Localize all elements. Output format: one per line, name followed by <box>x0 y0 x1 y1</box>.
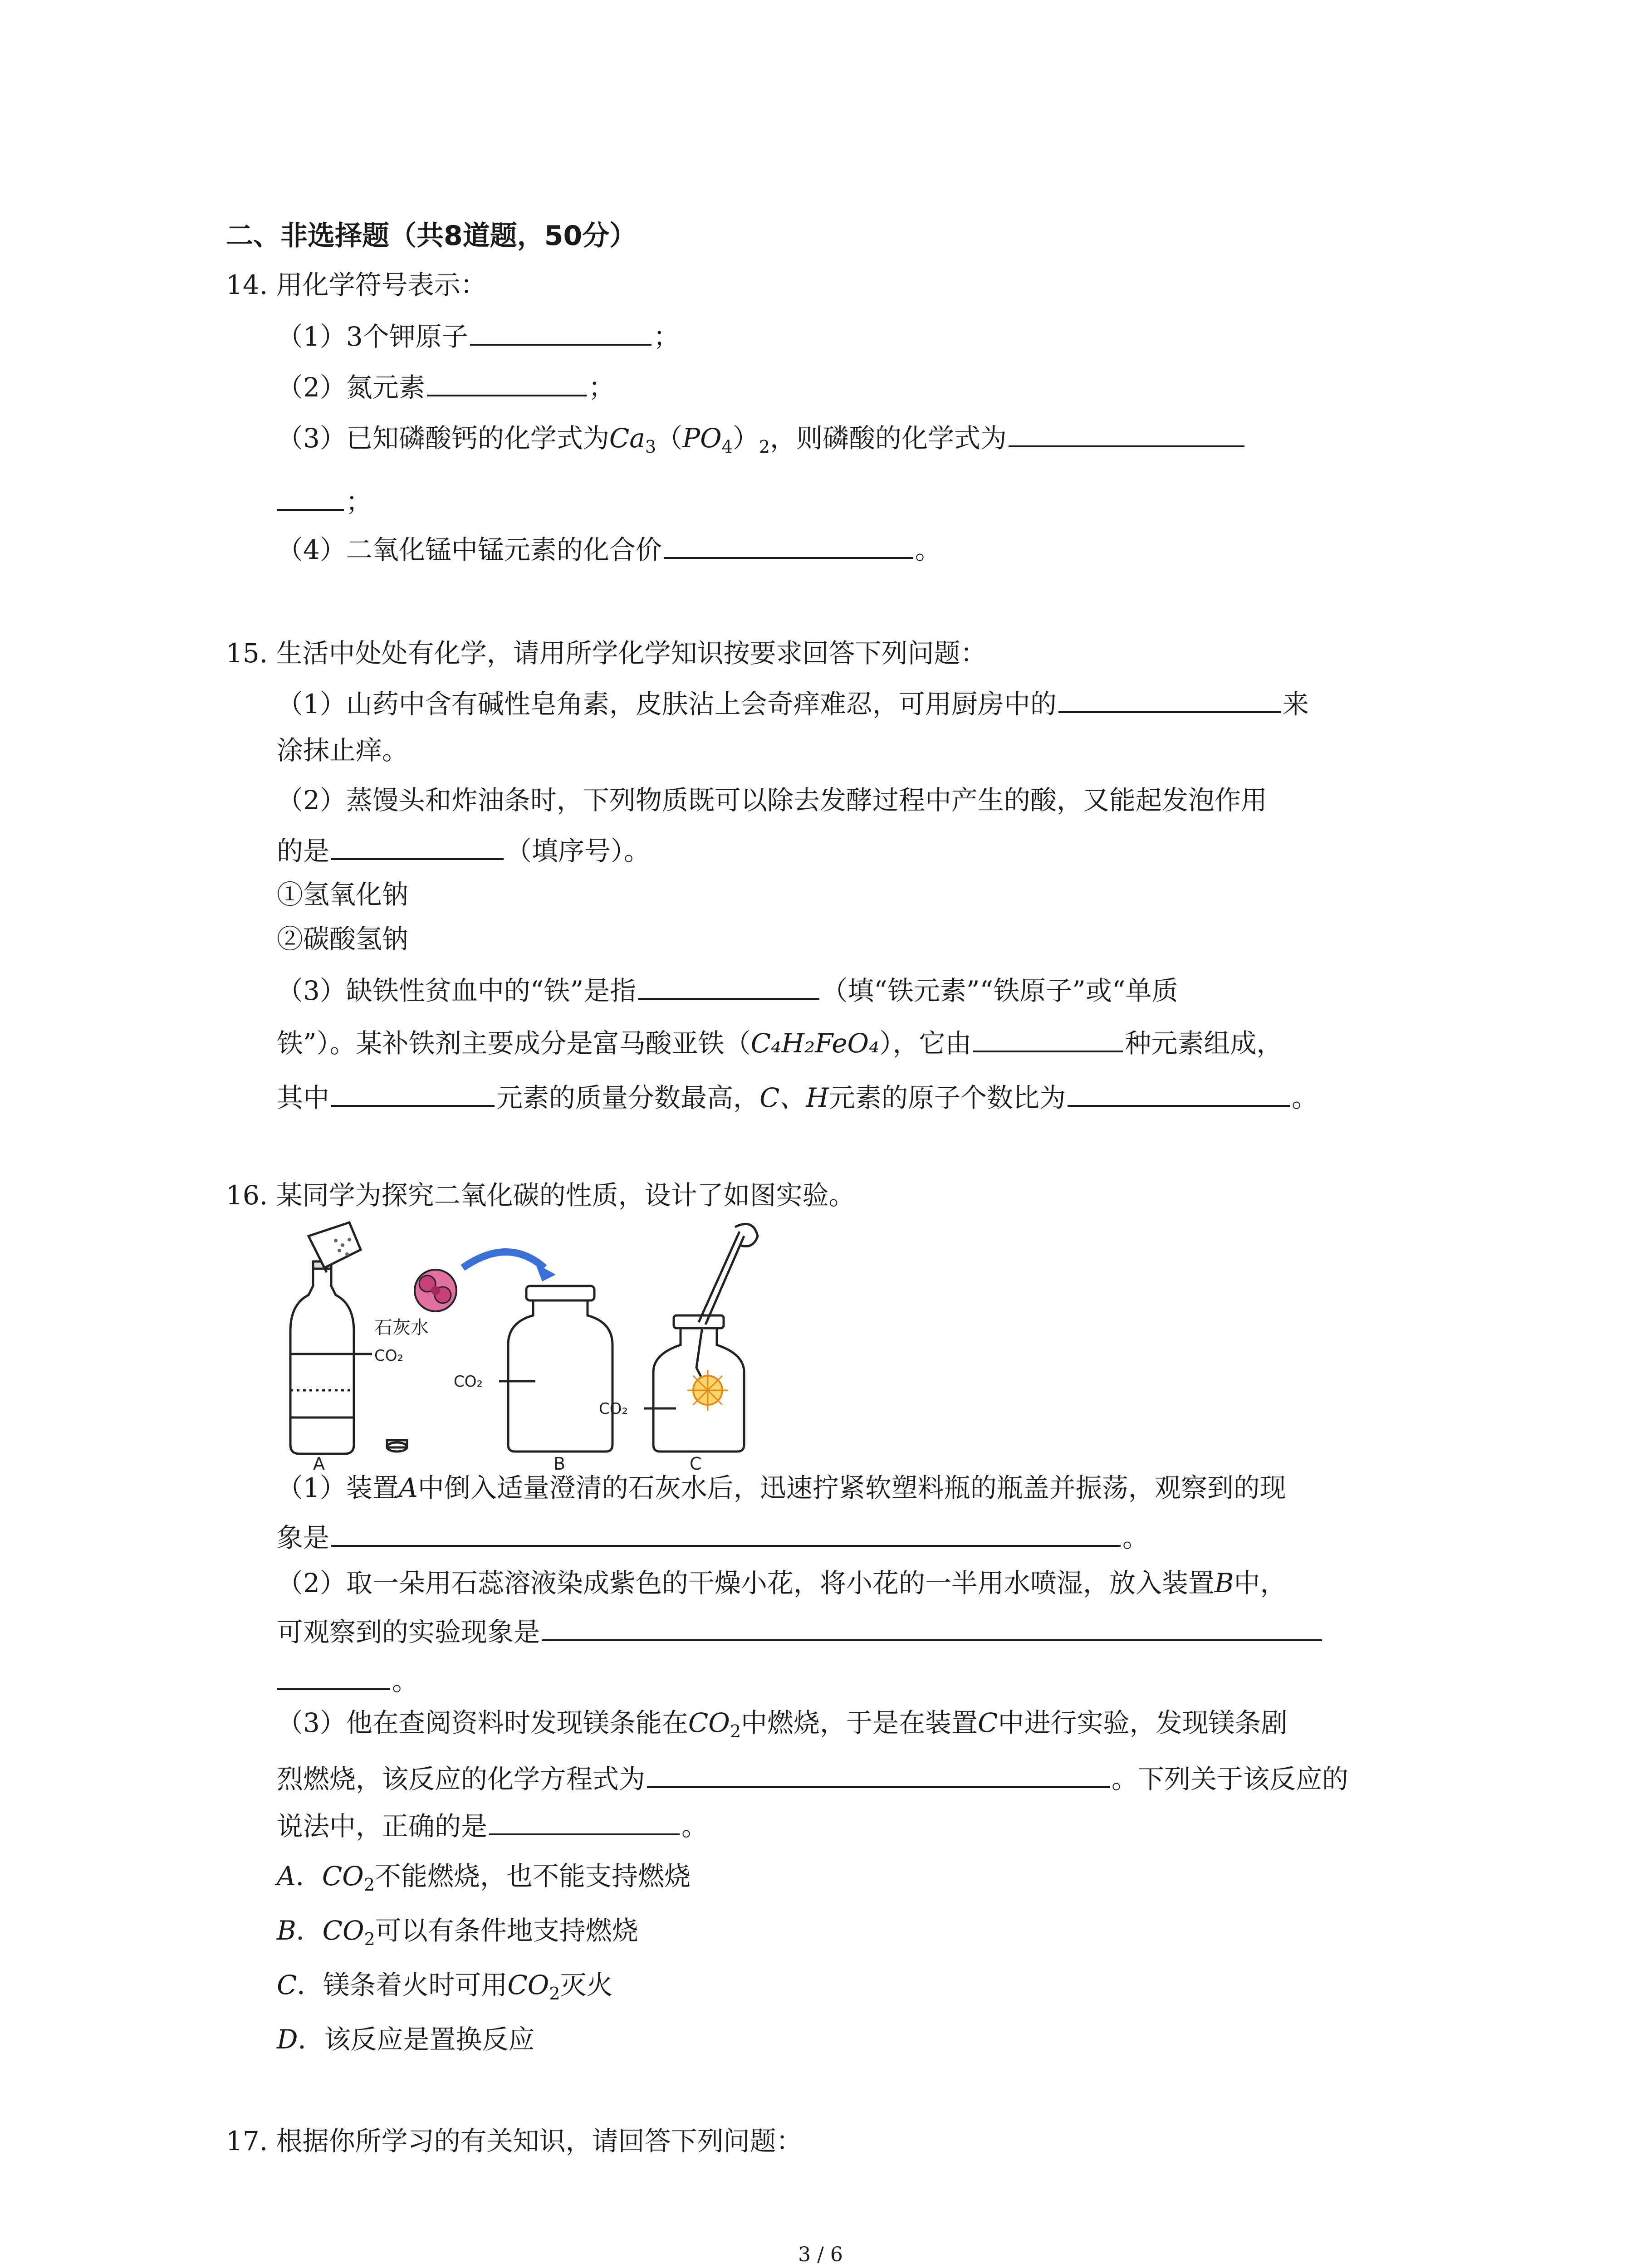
q14-part3-sub2: 4 <box>721 437 733 457</box>
q15-part3-tail: （填“铁元素”“铁原子”或“单质 <box>821 975 1178 1006</box>
q15-part1-tail: 来 <box>1282 689 1309 719</box>
q15-part3-line3-c: C、H <box>759 1082 829 1113</box>
q16-part3-cont-text: 烈燃烧，该反应的化学方程式为 <box>277 1764 646 1794</box>
q16-option-d <box>277 2021 535 2058</box>
q15-part3-text: （3）缺铁性贫血中的“铁”是指 <box>277 975 637 1006</box>
q14-part3-formula-po: PO <box>682 423 722 454</box>
q15-part3-cont3: 种元素组成， <box>1125 1028 1283 1059</box>
q16-part1-end: 。 <box>1122 1522 1149 1553</box>
q15-part3 <box>277 972 1178 1009</box>
label-b: B <box>554 1454 566 1472</box>
q15-part1-blank[interactable] <box>1058 685 1281 713</box>
q14-part1-blank[interactable] <box>470 318 652 346</box>
q16-part2-end: 。 <box>392 1666 419 1696</box>
q16-part2-c: 中， <box>1234 1568 1287 1598</box>
q14-part1-text: （1）3个钾原子 <box>277 321 468 352</box>
page-number: 3 / 6 <box>798 2243 843 2266</box>
q14-part3-sub1: 3 <box>645 437 656 457</box>
q14-part4-end: 。 <box>915 534 941 565</box>
q16-option-d-letter: D <box>277 2024 298 2055</box>
q16-part3-co2: CO <box>688 1707 730 1738</box>
q16-option-a-co2: CO <box>322 1861 364 1892</box>
q14-part1 <box>277 318 680 355</box>
label-co2-a: CO₂ <box>374 1347 404 1365</box>
q14-part3-end: ； <box>346 486 372 517</box>
q16-option-a-dot: ． <box>295 1861 322 1892</box>
q16-option-c-letter: C <box>277 1970 297 2000</box>
q16-part2-cont2 <box>277 1662 418 1699</box>
q14-part4-text: （4）二氧化锰中锰元素的化合价 <box>277 534 662 565</box>
q16-part2-a: （2）取一朵用石蕊溶液染成紫色的干燥小花，将小花的一半用水喷湿，放入装置 <box>277 1568 1215 1598</box>
q15-part1-text: （1）山药中含有碱性皂角素，皮肤沾上会奇痒难忍，可用厨房中的 <box>277 689 1057 719</box>
q14-part3-tail: ，则磷酸的化学式为 <box>770 423 1007 454</box>
q16-part1-blank[interactable] <box>331 1519 1121 1547</box>
q14-part3-sub3: 2 <box>759 437 770 457</box>
q17-stem: 17. 根据你所学习的有关知识，请回答下列问题： <box>226 2126 803 2156</box>
q14-part2 <box>277 368 615 406</box>
q16-part1-a: （1）装置 <box>277 1472 399 1503</box>
q15-part3-line3 <box>277 1079 1318 1116</box>
q14-part2-end: ； <box>588 372 615 403</box>
q15-part3-blank-d[interactable] <box>1068 1079 1290 1107</box>
q16-part2-blank-a[interactable] <box>542 1613 1322 1641</box>
q15-part2: （2）蒸馒头和炸油条时，下列物质既可以除去发酵过程中产生的酸，又能起发泡作用 <box>277 785 1267 816</box>
label-lime-water: 石灰水 <box>374 1317 429 1338</box>
q16-option-a-letter: A <box>277 1861 296 1892</box>
q15-part3-cont2: ），它由 <box>879 1028 972 1059</box>
q16-option-d-text: ．该反应是置换反应 <box>298 2024 535 2055</box>
q16-part2-b: B <box>1214 1568 1234 1598</box>
label-c: C <box>690 1454 702 1472</box>
q16-part3-line3 <box>277 1807 708 1844</box>
q14-part3-paren-open: （ <box>656 423 683 454</box>
q16-part2-cont <box>277 1613 1324 1650</box>
q16-option-b-letter: B <box>277 1915 296 1946</box>
q14-part2-blank[interactable] <box>427 368 587 396</box>
q14-part3-blank-b[interactable] <box>277 483 344 511</box>
q16-option-b-text: 可以有条件地支持燃烧 <box>375 1915 638 1946</box>
q15-part2-tail: （填序号）。 <box>505 836 651 866</box>
q16-part1-cont <box>277 1519 1149 1556</box>
q15-part3-cont <box>277 1024 1283 1061</box>
q16-part3-line3-text: 说法中，正确的是 <box>277 1811 488 1842</box>
arrow-icon <box>463 1252 544 1268</box>
q15-part3-line3-a: 其中 <box>277 1082 330 1113</box>
q15-part3-cont-text: 铁”）。某补铁剂主要成分是富马酸亚铁（ <box>277 1028 751 1059</box>
q16-option-c-pre: ．镁条着火时可用 <box>297 1970 508 2000</box>
q16-option-c <box>277 1967 613 2003</box>
q16-part3-end: 。 <box>681 1811 708 1842</box>
q16-part3-d: 中进行实验，发现镁条剧 <box>998 1707 1288 1738</box>
q15-part1-cont: 涂抹止痒。 <box>277 735 409 766</box>
q14-part3-text: （3）已知磷酸钙的化学式为 <box>277 423 609 454</box>
q16-part2-blank-b[interactable] <box>277 1662 390 1690</box>
q15-part3-blank-a[interactable] <box>638 972 819 1000</box>
q16-part3 <box>277 1705 1287 1741</box>
q14-part2-text: （2）氮元素 <box>277 372 425 403</box>
litmus-flower <box>415 1270 456 1311</box>
label-co2-c: CO₂ <box>599 1400 628 1418</box>
apparatus-c <box>644 1224 758 1452</box>
q15-part3-formula: C₄H₂FeO₄ <box>750 1028 880 1059</box>
q14-stem: 14. 用化学符号表示： <box>226 269 487 300</box>
q16-part1-c: 中倒入适量澄清的石灰水后，迅速拧紧软塑料瓶的瓶盖并振荡，观察到的现 <box>417 1472 1286 1503</box>
q15-option-2: ②碳酸氢钠 <box>277 924 409 954</box>
q16-option-a-sub: 2 <box>363 1875 375 1895</box>
q16-part3-a: （3）他在查阅资料时发现镁条能在 <box>277 1707 688 1738</box>
q16-part3-sub: 2 <box>730 1721 741 1741</box>
q15-part3-end: 。 <box>1292 1082 1318 1113</box>
q16-option-a-text: 不能燃烧，也不能支持燃烧 <box>375 1861 691 1892</box>
q14-part3-cont <box>277 483 372 520</box>
q16-part2 <box>277 1565 1287 1601</box>
q15-part3-blank-c[interactable] <box>331 1079 495 1107</box>
q16-part2-cont-text: 可观察到的实验现象是 <box>277 1617 540 1647</box>
q15-part3-line3-b: 元素的质量分数最高， <box>496 1082 760 1113</box>
label-co2-b: CO₂ <box>454 1373 483 1391</box>
q14-part4 <box>277 531 941 568</box>
q15-part1 <box>277 685 1309 722</box>
q16-part1-cont-text: 象是 <box>277 1522 330 1553</box>
q16-part3-b: 中燃烧，于是在装置 <box>741 1707 978 1738</box>
q16-option-c-text: 灭火 <box>560 1970 613 2000</box>
magnesium-flame-icon <box>687 1370 728 1411</box>
label-a: A <box>313 1454 325 1472</box>
q15-stem: 15. 生活中处处有化学，请用所学化学知识按要求回答下列问题： <box>226 638 987 669</box>
q16-option-b-sub: 2 <box>364 1929 375 1949</box>
section-title: 二、非选择题（共8道题，50分） <box>226 220 637 252</box>
q16-part1 <box>277 1470 1286 1506</box>
q14-part3-paren-close: ） <box>732 423 759 454</box>
q14-part3-formula-ca: Ca <box>609 423 645 454</box>
q16-part3-cont <box>277 1760 1348 1797</box>
apparatus-a <box>290 1222 407 1454</box>
q15-part3-line3-d: 元素的原子个数比为 <box>829 1082 1066 1113</box>
q16-experiment-figure <box>281 1218 1062 1472</box>
apparatus-b <box>499 1286 612 1452</box>
q14-part4-blank[interactable] <box>664 531 913 559</box>
q16-part1-b: A <box>398 1472 418 1503</box>
q16-stem: 16. 某同学为探究二氧化碳的性质，设计了如图实验。 <box>226 1180 855 1211</box>
q16-option-b-co2: CO <box>322 1915 364 1946</box>
q15-option-1: ①氢氧化钠 <box>277 879 409 910</box>
q15-part3-blank-b[interactable] <box>973 1024 1123 1052</box>
q16-part3-c: C <box>978 1707 998 1738</box>
q16-option-c-co2: CO <box>507 1970 549 2000</box>
q15-part2-blank[interactable] <box>331 832 504 860</box>
q16-option-b <box>277 1912 638 1949</box>
q14-part3 <box>277 419 1246 456</box>
q16-option-b-dot: ． <box>296 1915 323 1946</box>
q15-part2-cont <box>277 832 650 869</box>
q16-option-c-sub: 2 <box>549 1984 560 2004</box>
q14-part1-end: ； <box>653 321 680 352</box>
q15-part2-cont-text: 的是 <box>277 836 330 866</box>
q16-part3-cont-tail: 。下列关于该反应的 <box>1112 1764 1349 1794</box>
q16-option-a <box>277 1858 691 1894</box>
q16-part3-blank-a[interactable] <box>647 1760 1110 1788</box>
q14-part3-blank-a[interactable] <box>1009 419 1244 447</box>
q16-part3-blank-b[interactable] <box>489 1807 680 1835</box>
